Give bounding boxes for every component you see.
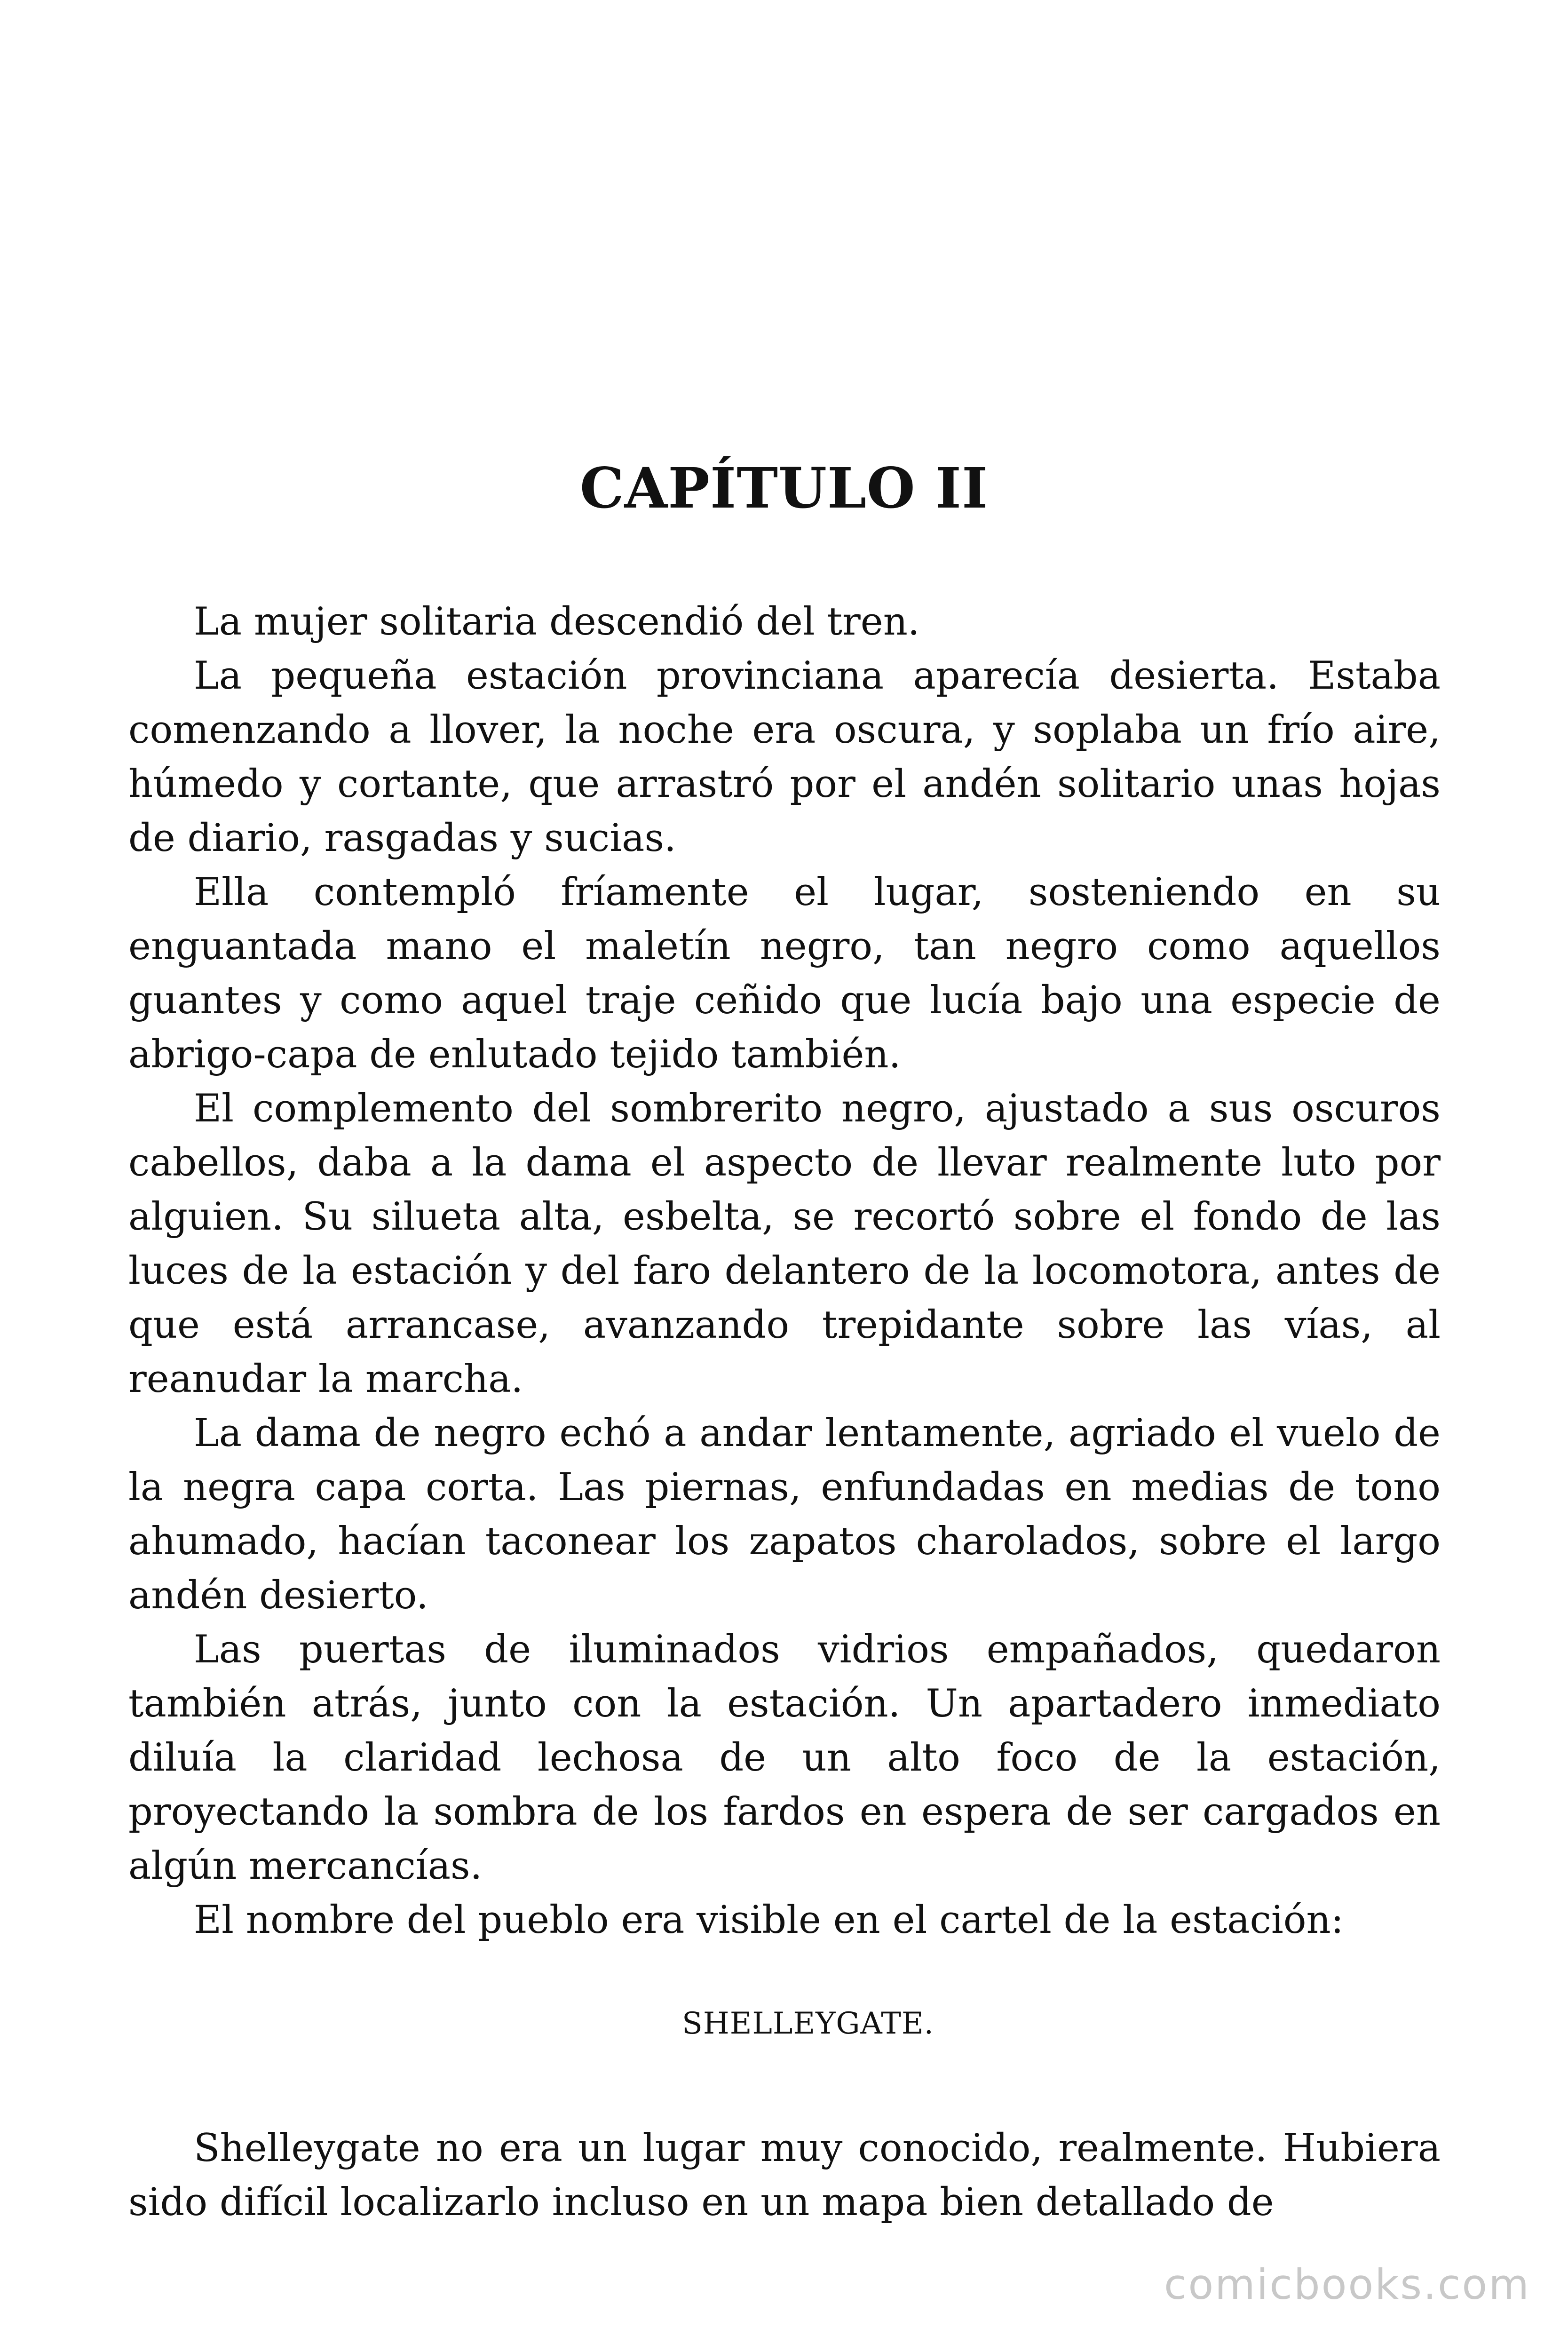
paragraph: Shelleygate no era un lugar muy conocido, realmente. Hubiera sido difícil localizarlo incluso en un mapa bien detallado de: [128, 2126, 1441, 2225]
watermark: comicbooks.com: [1164, 2260, 1530, 2309]
paragraph: La pequeña estación provinciana aparecía desierta. Estaba comenzando a llover, la noche era oscura, y soplaba un frío aire, húmedo y cortante, que arrastró por el andén solitario unas hojas de diario, rasgadas y sucias.: [128, 654, 1441, 860]
paragraph: Ella contempló fríamente el lugar, sosteniendo en su enguantada mano el maletín negro, tan negro como aquellos guantes y como aquel traje ceñido que lucía bajo una especie de abrigo-capa de enlutado tejido también.: [128, 870, 1441, 1077]
station-sign-text: SHELLEYGATE.: [682, 2006, 934, 2041]
paragraph: El nombre del pueblo era visible en el cartel de la estación:: [194, 1898, 1344, 1942]
chapter-title: CAPÍTULO II: [579, 455, 989, 521]
paragraph: El complemento del sombrerito negro, ajustado a sus oscuros cabellos, daba a la dama el aspecto de llevar realmente luto por alguien. Su silueta alta, esbelta, se recortó sobre el fondo de las luces de la estación y del faro delantero de la locomotora, antes de que está arrancase, avanzando trepidante sobre las vías, al reanudar la marcha.: [128, 1087, 1441, 1401]
paragraph: La dama de negro echó a andar lentamente, agriado el vuelo de la negra capa corta. Las piernas, enfundadas en medias de tono ahumado, hacían taconear los zapatos charolados, sobre el largo andén desierto.: [128, 1411, 1441, 1618]
chapter-body: [128, 595, 1441, 2230]
paragraph: Las puertas de iluminados vidrios empañados, quedaron también atrás, junto con la estación. Un apartadero inmediato diluía la claridad lechosa de un alto foco de la estación, proyectando la sombra de los fardos en espera de ser cargados en algún mercancías.: [128, 1628, 1441, 1888]
paragraph: La mujer solitaria descendió del tren.: [194, 600, 920, 644]
